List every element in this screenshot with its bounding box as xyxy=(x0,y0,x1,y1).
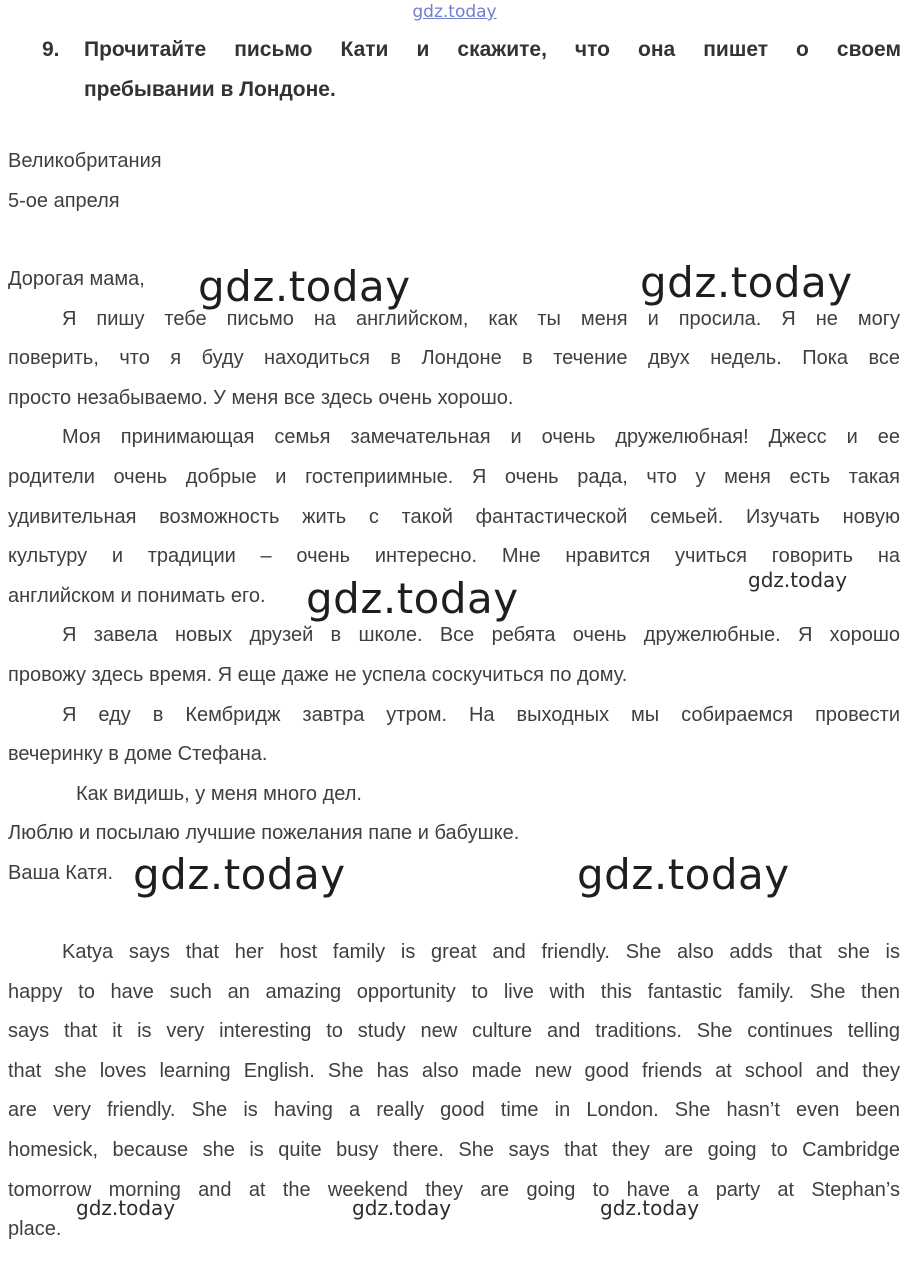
answer-line: Katya says that her host family is great and friendly. She also adds that she is xyxy=(62,941,900,963)
letter-text-line: поверить, что я буду находиться в Лондоне в течение двух недель. Пока все xyxy=(8,347,900,370)
top-watermark: gdz.today xyxy=(412,2,497,22)
letter-signature: Ваша Катя. xyxy=(8,861,114,884)
task-line-2: пребывании в Лондоне. xyxy=(84,78,336,101)
watermark: gdz.today xyxy=(577,850,790,899)
watermark: gdz.today xyxy=(76,1196,176,1220)
letter-text-line: Я завела новых друзей в школе. Все ребята очень дружелюбные. Я хорошо xyxy=(62,624,900,647)
watermark: gdz.today xyxy=(640,258,853,307)
letter-text-line: удивительная возможность жить с такой фантастической семьей. Изучать новую xyxy=(8,505,900,528)
letter-text-line: Моя принимающая семья замечательная и очень дружелюбная! Джесс и ее xyxy=(62,426,900,449)
watermark: gdz.today xyxy=(748,568,848,592)
letter-date: 5-ое апреля xyxy=(8,189,120,212)
answer-line: says that it is very interesting to study new culture and traditions. She continues telling xyxy=(8,1020,900,1043)
watermark: gdz.today xyxy=(306,574,519,623)
letter-text-line: Я еду в Кембридж завтра утром. На выходных мы собираемся провести xyxy=(62,703,900,726)
answer-line: tomorrow morning and at the weekend they are going to have a party at Stephan’s xyxy=(8,1178,900,1201)
watermark: gdz.today xyxy=(198,262,411,311)
answer-line: happy to have such an amazing opportunity to live with this fantastic family. She then xyxy=(8,980,900,1003)
letter-text-line: вечеринку в доме Стефана. xyxy=(8,743,268,766)
task-line-1: Прочитайте письмо Кати и скажите, что она пишет о своем xyxy=(84,38,901,61)
answer-line: that she loves learning English. She has also made new good friends at school and they xyxy=(8,1059,900,1082)
letter-country: Великобритания xyxy=(8,150,162,172)
letter-text-line: Люблю и посылаю лучшие пожелания папе и бабушке. xyxy=(8,822,520,845)
letter-text-line: Я пишу тебе письмо на английском, как ты меня и просила. Я не могу xyxy=(62,307,900,330)
letter-header xyxy=(8,142,900,221)
letter-text-line: культуру и традиции – очень интересно. Мне нравится учиться говорить на xyxy=(8,545,900,568)
answer-line: place. xyxy=(8,1218,62,1241)
answer-line: homesick, because she is quite busy there. She says that they are going to Cambridge xyxy=(8,1138,900,1161)
letter-greeting: Дорогая мама, xyxy=(8,268,145,290)
watermark: gdz.today xyxy=(352,1196,452,1220)
letter-text-line: английском и понимать его. xyxy=(8,584,266,607)
watermark: gdz.today xyxy=(133,850,346,899)
task-number: 9. xyxy=(42,38,60,61)
letter-text-line: Как видишь, у меня много дел. xyxy=(76,782,362,805)
watermark: gdz.today xyxy=(600,1196,700,1220)
letter-text-line: родители очень добрые и гостеприимные. Я очень рада, что у меня есть такая xyxy=(8,465,900,488)
letter-text-line: просто незабываемо. У меня все здесь очень хорошо. xyxy=(8,386,514,409)
letter-text-line: провожу здесь время. Я еще даже не успела соскучиться по дому. xyxy=(8,663,628,686)
answer-line: are very friendly. She is having a really good time in London. She hasn’t even been xyxy=(8,1099,900,1122)
